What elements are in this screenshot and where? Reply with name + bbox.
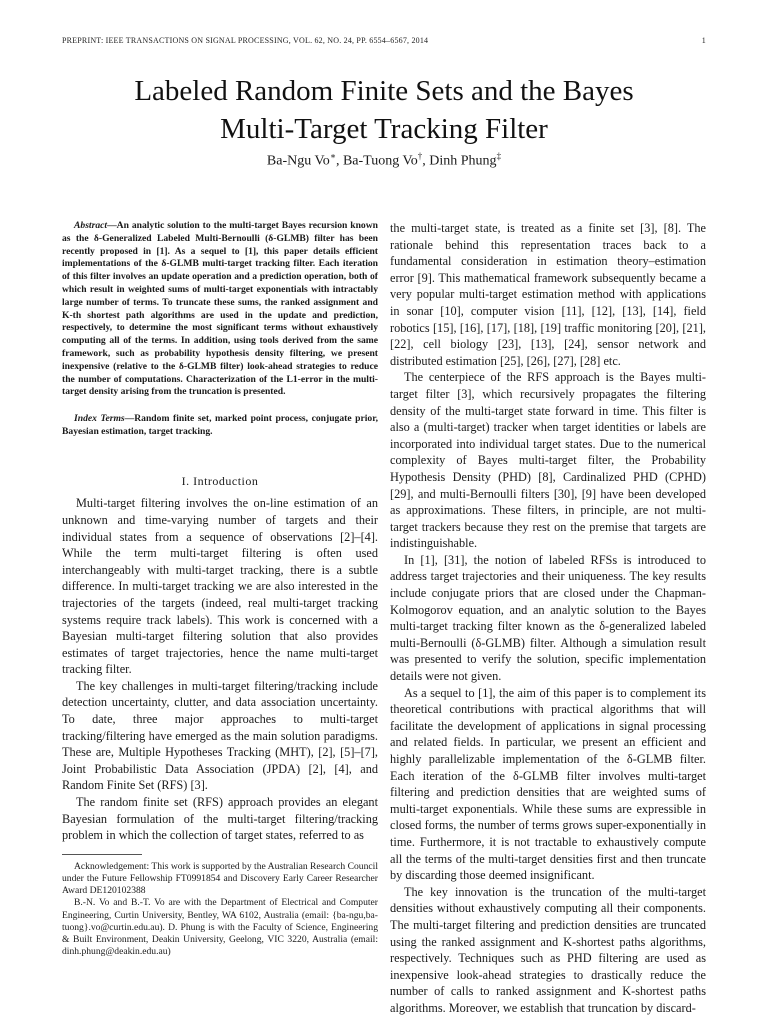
body-paragraph: As a sequel to [1], the aim of this paper is to complement its theoretical contributions with practical algorithms that will facilitate the development of applications in signal processing and related fields. In particular, we present an efficient and highly parallelizable implementation of the δ-GLMB filter. Each iteration of the δ-GLMB filter involves multi-target filtering and prediction densities that are weighted sums of multi-target exponentials. While these sums are expressible in closed forms, the number of terms grows super-exponentially in time. Furthermore, it is not tractable to exhaustively compute all the terms of the multi-target densities first and then truncate by discarding those deemed insignificant. bbox=[390, 685, 706, 883]
page-number: 1 bbox=[701, 36, 706, 45]
author-2: Ba-Tuong Vo bbox=[342, 153, 418, 169]
body-paragraph: Multi-target filtering involves the on-line estimation of an unknown and time-varying number of targets and their individual states from a sequence of observations [2]–[4]. While the term multi-target filtering is often used interchangeably with multi-target tracking, there is a subtle difference. In multi-target tracking we are also interested in the trajectories of the targets (indeed, real multi-target tracking systems require track labels). This work is concerned with a Bayesian multi-target filtering solution that also provides estimates of target trajectories, hence the name multi-target tracking filter. bbox=[62, 496, 378, 677]
footnote-divider bbox=[62, 854, 142, 855]
author-1: Ba-Ngu Vo bbox=[266, 153, 330, 169]
author-list: Ba-Ngu Vo∗, Ba-Tuong Vo†, Dinh Phung‡ bbox=[266, 151, 502, 169]
left-column bbox=[62, 220, 378, 958]
body-paragraph: The key innovation is the truncation of the multi-target densities without exhaustively computing all their components. The multi-target filtering and prediction densities are truncated using the ranked assignment and K-shortest paths algorithms, respectively. Techniques such as PHD filtering are used as inexpensive look-ahead strategies to drastically reduce the number of calls to ranked assignment and K-shortest paths algorithms. Moreover, we establish that truncation by discard- bbox=[390, 884, 706, 1015]
body-paragraph: The centerpiece of the RFS approach is the Bayes multi-target filter [3], which recursively propagates the filtering density of the multi-target state forward in time. This filter is also a (multi-target) tracker when target identities or labels are incorporated into individual target states. Due to the numerical complexity of Bayes multi-target filter, the Probability Hypothesis Density (PHD) [8], Cardinalized PHD (CPHD) [29], and multi-Bernoulli filters [30], [9] have been developed as approximations. These filters, in principle, are not multi-target trackers because they rest on the premise that targets are indistinguishable. bbox=[390, 370, 706, 551]
section-heading: I. Introduction bbox=[181, 473, 259, 488]
footnote-acknowledgement: Acknowledgement: This work is supported by the Australian Research Council under the Future Fellowship FT0991854 and Discovery Early Career Researcher Award DE120102388 bbox=[62, 860, 378, 897]
right-column bbox=[390, 220, 706, 1017]
index-terms bbox=[62, 413, 378, 439]
abstract-label: Abstract bbox=[74, 220, 108, 231]
abstract-text: —An analytic solution to the multi-target Bayes recursion known as the δ-Generalized Labeled Multi-Bernoulli (δ-GLMB) filter has been recently proposed in [1]. As a sequel to [1], this paper details efficient implementations of the δ-GLMB multi-target tracking filter. Each iteration of this filter involves an update operation and a prediction operation, both of which result in weighted sums of multi-target exponentials with intractably large number of terms. To truncate these sums, the ranked assignment and K-th shortest path algorithms are used in the update and prediction, respectively, to determine the most significant terms without exhaustively computing all of the terms. In addition, using tools derived from the same framework, such as probability hypothesis density filtering, we present inexpensive (relative to the δ-GLMB filter) look-ahead strategies to reduce the number of computations. Characterization of the L1-error in the multi-target density arising from the truncation is presented. bbox=[62, 220, 378, 398]
author-2-mark: † bbox=[417, 151, 423, 161]
title-line-1: Labeled Random Finite Sets and the Bayes bbox=[134, 75, 634, 107]
running-head-text: PREPRINT: IEEE TRANSACTIONS ON SIGNAL PROCESSING, VOL. 62, NO. 24, PP. 6554–6567, 2014 bbox=[62, 36, 429, 45]
abstract bbox=[62, 220, 378, 399]
paper-title bbox=[0, 72, 768, 148]
body-paragraph: In [1], [31], the notion of labeled RFSs is introduced to address target trajectories and their uniqueness. The key results include conjugate priors that are closed under the Chapman-Kolmogorov equation, and an analytic solution to the Bayes multi-target tracking filter known as the δ-generalized labeled multi-Bernoulli (δ-GLMB) filter. Although a simulation result was presented to verify the solution, specific implementation details were not given. bbox=[390, 552, 706, 684]
running-head bbox=[62, 36, 706, 45]
author-3: Dinh Phung bbox=[429, 153, 497, 169]
index-terms-label: Index Terms bbox=[74, 413, 125, 425]
index-terms-text: —Random finite set, marked point process, conjugate prior, Bayesian estimation, target tracking. bbox=[62, 413, 378, 437]
author-1-mark: ∗ bbox=[329, 151, 336, 161]
footnote-affiliations: B.-N. Vo and B.-T. Vo are with the Department of Electrical and Computer Engineering, Curtin University, Bentley, WA 6102, Australia (email: {ba-ngu,ba-tuong}.vo@curtin.edu.au). D. Phung is with the Faculty of Science, Engineering & Built Environment, Deakin University, Geelong, VIC 3220, Australia (email: dinh.phung@deakin.edu.au) bbox=[62, 897, 378, 958]
body-paragraph: The random finite set (RFS) approach provides an elegant Bayesian formulation of the multi-target filtering/tracking problem in which the collection of target states, referred to as bbox=[62, 795, 378, 843]
author-3-mark: ‡ bbox=[496, 151, 502, 161]
body-paragraph: The key challenges in multi-target filtering/tracking include detection uncertainty, clutter, and data association uncertainty. To date, three major approaches to multi-target tracking/filtering have emerged as the main solution paradigms. These are, Multiple Hypotheses Tracking (MHT), [2], [5]–[7], Joint Probabilistic Data Association (JPDA) [2], [4], and Random Finite Set (RFS) [3]. bbox=[62, 678, 378, 793]
title-line-2: Multi-Target Tracking Filter bbox=[220, 113, 548, 145]
body-paragraph: the multi-target state, is treated as a finite set [3], [8]. The rationale behind this representation traces back to a fundamental consideration in estimation theory–estimation error [9]. This mathematical framework subsequently became a very popular multi-target estimation method with applications in sonar [10], computer vision [11], [12], [13], [14], field robotics [15], [16], [17], [18], [19] traffic monitoring [20], [21], [22], cell biology [23], [13], [24], sensor network and distributed estimation [25], [26], [27], [28] etc. bbox=[390, 221, 706, 368]
